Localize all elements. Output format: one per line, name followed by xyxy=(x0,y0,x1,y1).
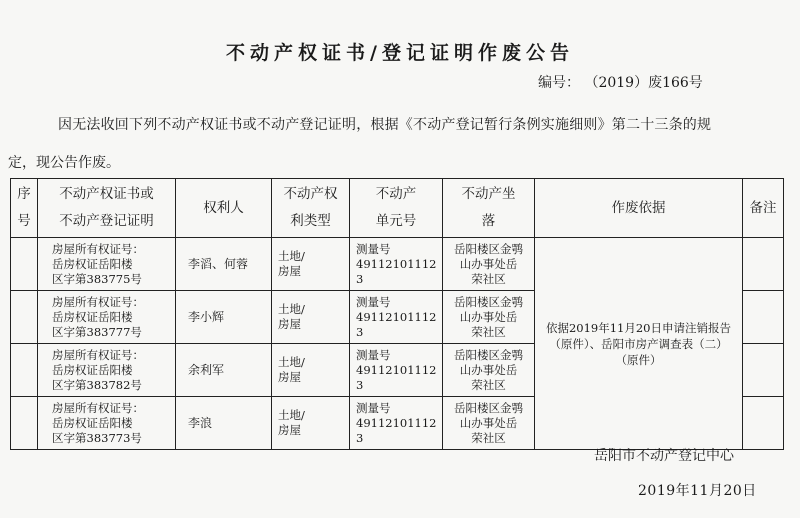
header-seq: 序 号 xyxy=(11,179,38,238)
row-certificate: 房屋所有权证号： 岳房权证岳阳楼 区字第383775号 xyxy=(38,238,176,291)
intro-paragraph-line-1: 因无法收回下列不动产权证书或不动产登记证明，根据《不动产登记暂行条例实施细则》第二十三条的规 xyxy=(58,117,712,133)
row-seq xyxy=(11,238,38,291)
row-right-type: 土地/ 房屋 xyxy=(272,291,350,344)
row-seq xyxy=(11,397,38,450)
header-location: 不动产坐 落 xyxy=(443,179,535,238)
notice-title: 不动产权证书/登记证明作废公告 xyxy=(226,42,574,64)
issue-date: 2019年11月20日 xyxy=(638,483,757,499)
document-number: 编号： （2019）废166号 xyxy=(538,75,703,91)
row-location: 岳阳楼区金鹗 山办事处岳 荣社区 xyxy=(443,344,535,397)
row-certificate: 房屋所有权证号： 岳房权证岳阳楼 区字第383782号 xyxy=(38,344,176,397)
header-right-type: 不动产权 利类型 xyxy=(272,179,350,238)
row-right-type: 土地/ 房屋 xyxy=(272,397,350,450)
void-basis: 依据2019年11月20日申请注销报告（原件）、岳阳市房产调查表（二）（原件） xyxy=(535,238,743,450)
issuing-organization: 岳阳市不动产登记中心 xyxy=(594,448,734,464)
row-location: 岳阳楼区金鹗 山办事处岳 荣社区 xyxy=(443,291,535,344)
row-remark xyxy=(743,397,784,450)
row-owner: 李浪 xyxy=(176,397,272,450)
header-unit-number: 不动产 单元号 xyxy=(350,179,443,238)
row-seq xyxy=(11,291,38,344)
row-location: 岳阳楼区金鹗 山办事处岳 荣社区 xyxy=(443,397,535,450)
row-seq xyxy=(11,344,38,397)
row-owner: 李滔、何蓉 xyxy=(176,238,272,291)
row-owner: 余利军 xyxy=(176,344,272,397)
table-header-row xyxy=(11,179,784,238)
header-basis: 作废依据 xyxy=(535,179,743,238)
row-right-type: 土地/ 房屋 xyxy=(272,238,350,291)
table-row xyxy=(11,238,784,291)
row-certificate: 房屋所有权证号： 岳房权证岳阳楼 区字第383777号 xyxy=(38,291,176,344)
row-remark xyxy=(743,344,784,397)
row-remark xyxy=(743,238,784,291)
row-unit-number: 测量号 49112101112 3 xyxy=(350,344,443,397)
header-remark: 备注 xyxy=(743,179,784,238)
row-unit-number: 测量号 49112101112 3 xyxy=(350,397,443,450)
row-unit-number: 测量号 49112101112 3 xyxy=(350,291,443,344)
row-location: 岳阳楼区金鹗 山办事处岳 荣社区 xyxy=(443,238,535,291)
void-certificates-table xyxy=(10,178,784,450)
header-certificate: 不动产权证书或 不动产登记证明 xyxy=(38,179,176,238)
row-unit-number: 测量号 49112101112 3 xyxy=(350,238,443,291)
row-right-type: 土地/ 房屋 xyxy=(272,344,350,397)
header-owner: 权利人 xyxy=(176,179,272,238)
row-remark xyxy=(743,291,784,344)
row-owner: 李小辉 xyxy=(176,291,272,344)
intro-paragraph-line-2: 定，现公告作废。 xyxy=(8,155,120,171)
row-certificate: 房屋所有权证号： 岳房权证岳阳楼 区字第383773号 xyxy=(38,397,176,450)
